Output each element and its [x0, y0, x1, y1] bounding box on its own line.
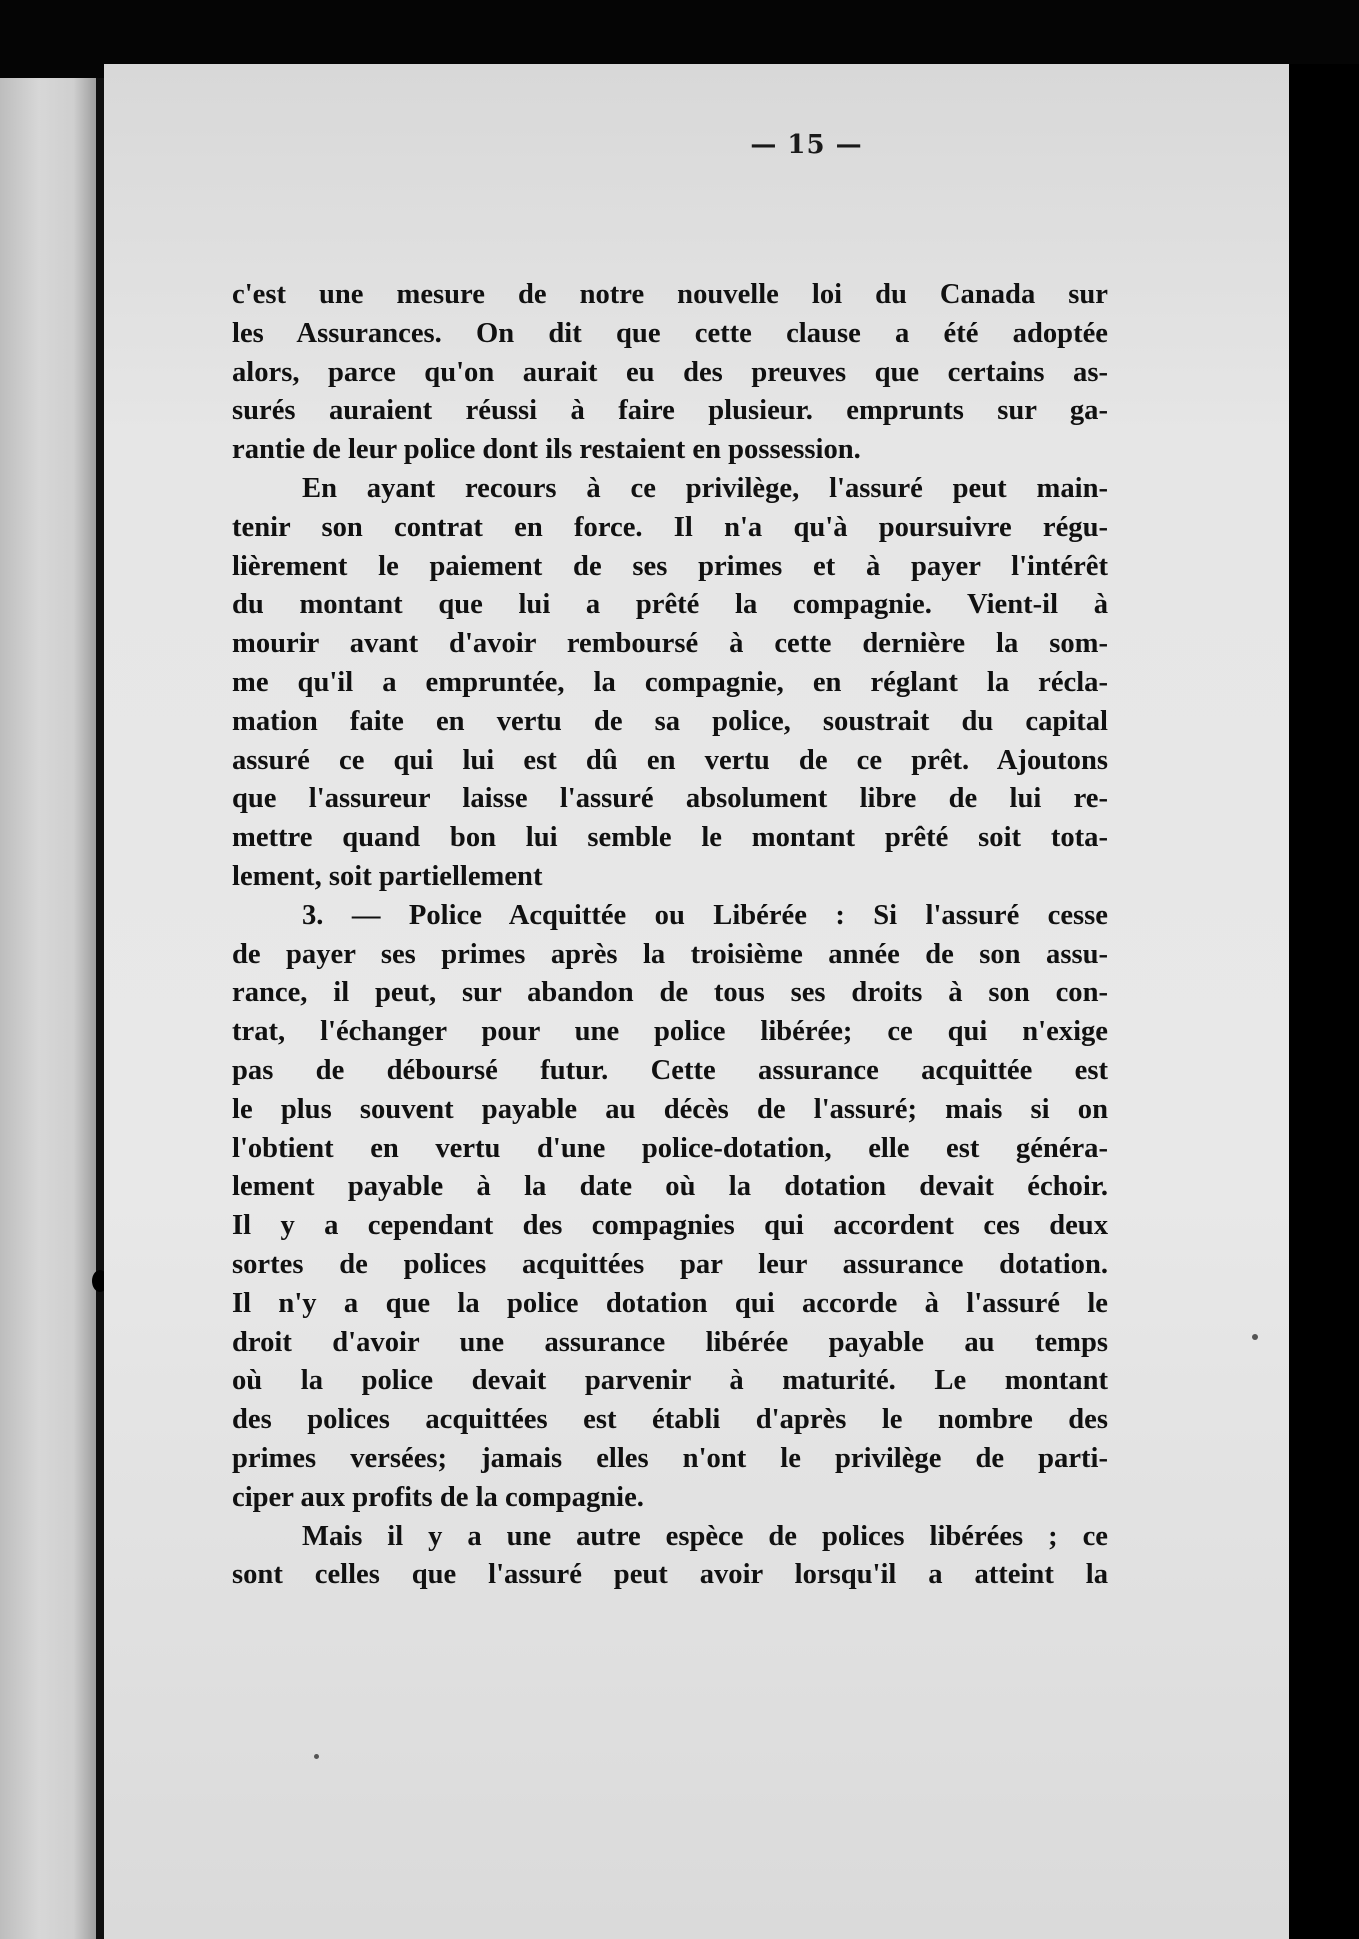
paper-speck [1252, 1334, 1258, 1340]
text-line: que l'assureur laisse l'assuré absolument libre de lui re- [232, 783, 1108, 815]
text-line: de payer ses primes après la troisième année de son assu- [232, 938, 1108, 970]
text-line: mourir avant d'avoir remboursé à cette dernière la som- [232, 628, 1108, 660]
text-line: En ayant recours à ce privilège, l'assuré peut main- [302, 472, 1108, 504]
text-line: alors, parce qu'on aurait eu des preuves que certains as- [232, 356, 1108, 388]
text-line: ciper aux profits de la compagnie. [232, 1481, 644, 1513]
text-line: me qu'il a empruntée, la compagnie, en réglant la récla- [232, 666, 1108, 698]
text-line: trat, l'échanger pour une police libérée; ce qui n'exige [232, 1016, 1108, 1048]
text-line: du montant que lui a prêté la compagnie. Vient-il à [232, 589, 1108, 621]
text-line: sortes de polices acquittées par leur assurance dotation. [232, 1248, 1108, 1280]
text-line: primes versées; jamais elles n'ont le privilège de parti- [232, 1442, 1108, 1474]
text-line: mation faite en vertu de sa police, soustrait du capital [232, 705, 1108, 737]
text-line: Il n'y a que la police dotation qui accorde à l'assuré le [232, 1287, 1108, 1319]
page-right-shadow [1289, 64, 1359, 1939]
text-line: surés auraient réussi à faire plusieur. emprunts sur ga- [232, 395, 1108, 427]
page-number: — 15 — [750, 130, 863, 160]
text-line: sont celles que l'assuré peut avoir lorsqu'il a atteint la [232, 1559, 1108, 1591]
text-line: Mais il y a une autre espèce de polices libérées ; ce [302, 1520, 1108, 1552]
text-line: droit d'avoir une assurance libérée payable au temps [232, 1326, 1108, 1358]
text-line: des polices acquittées est établi d'après le nombre des [232, 1404, 1108, 1436]
text-line: lièrement le paiement de ses primes et à payer l'intérêt [232, 550, 1108, 582]
book-gutter [96, 78, 104, 1939]
text-line: rantie de leur police dont ils restaient en possession. [232, 434, 861, 466]
paper-speck [314, 1754, 319, 1759]
text-line: les Assurances. On dit que cette clause a été adoptée [232, 317, 1108, 349]
text-line: le plus souvent payable au décès de l'assuré; mais si on [232, 1093, 1108, 1125]
text-line: où la police devait parvenir à maturité. Le montant [232, 1365, 1108, 1397]
text-line: 3. — Police Acquittée ou Libérée : Si l'assuré cesse [302, 899, 1108, 931]
text-line: rance, il peut, sur abandon de tous ses droits à son con- [232, 977, 1108, 1009]
text-line: pas de déboursé futur. Cette assurance acquittée est [232, 1054, 1108, 1086]
text-line: lement payable à la date où la dotation devait échoir. [232, 1171, 1108, 1203]
text-line: Il y a cependant des compagnies qui accordent ces deux [232, 1210, 1108, 1242]
text-line: c'est une mesure de notre nouvelle loi du Canada sur [232, 279, 1108, 310]
text-line: tenir son contrat en force. Il n'a qu'à poursuivre régu- [232, 511, 1108, 543]
text-line: lement, soit partiellement [232, 860, 543, 892]
text-line: assuré ce qui lui est dû en vertu de ce prêt. Ajoutons [232, 744, 1108, 776]
text-line: l'obtient en vertu d'une police-dotation, elle est généra- [232, 1132, 1108, 1164]
facing-page-edge [0, 78, 98, 1939]
body-text [232, 276, 1108, 1595]
text-line: mettre quand bon lui semble le montant prêté soit tota- [232, 822, 1108, 854]
